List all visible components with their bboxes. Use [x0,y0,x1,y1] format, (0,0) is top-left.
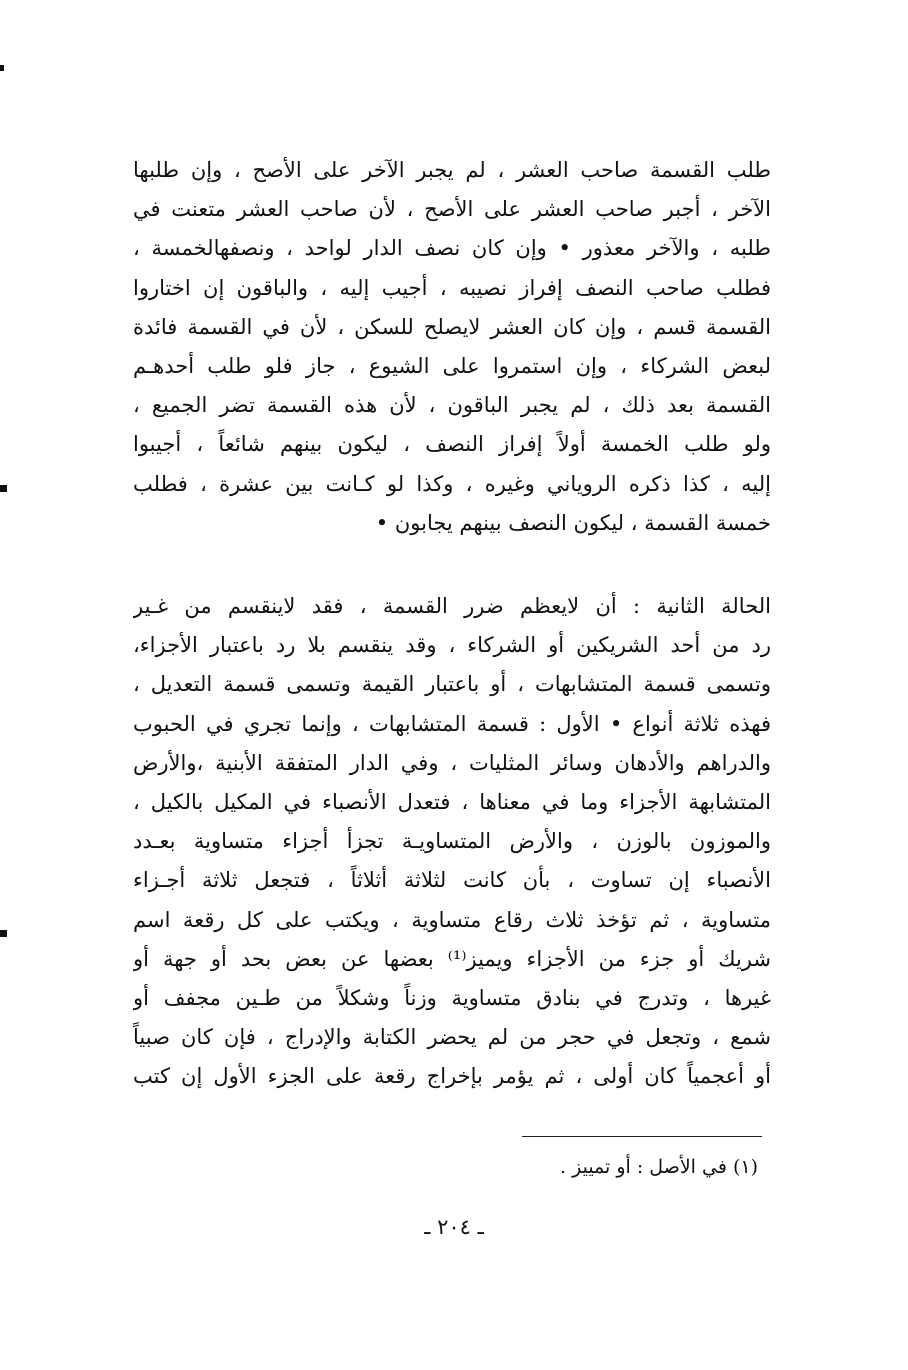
text-line: لبعض الشركاء ، وإن استمروا على الشيوع ، جاز فلو طلب أحدهـم [133,353,771,378]
text-line: الحالة الثانية : أن لايعظم ضرر القسمة ، فقد لاينقسم من غـير [133,594,771,618]
text-line: شمع ، وتجعل في حجر من لم يحضر الكتابة والإدراج ، فإن كان صبياً [133,1025,771,1050]
text-line: شريك أو جزء من الأجزاء ويميز⁽¹⁾ بعضها عن بعض بحد أو جهة أو [133,946,771,971]
text-line: طلبه ، والآخر معذور • وإن كان نصف الدار لواحد ، ونصفهالخمسة ، [133,236,771,261]
text-line: والموزون بالوزن ، والأرض المتساويـة تجزأ أجزاء متساوية بعـدد [133,829,771,854]
paragraph-second [133,587,771,1096]
text-line: القسمة بعد ذلك ، لم يجبر الباقون ، لأن هذه القسمة تضر الجميع ، [133,393,771,418]
text-line: ولو طلب الخمسة أولاً إفراز النصف ، ليكون بينهم شائعاً ، أجيبوا [133,432,771,457]
scan-edge-mark [0,485,7,492]
footnote-separator [522,1136,762,1137]
text-line: أو أعجمياً كان أولى ، ثم يؤمر بإخراج رقعة على الجزء الأول إن كتب [133,1064,771,1089]
text-line: خمسة القسمة ، ليكون النصف بينهم يجابون • [375,510,771,535]
text-line: المتشابهة الأجزاء وما في معناها ، فتعدل الأنصباء في المكيل بالكيل ، [133,789,771,814]
text-line: إليه ، كذا ذكره الروياني وغيره ، وكذا لو كـانت بين عشرة ، فطلب [133,471,771,496]
footnote: (١) في الأصل : أو تمييز . [560,1156,758,1178]
text-line: والدراهم والأدهان وسائر المثليات ، وفي الدار المتفقة الأبنية ،والأرض [133,750,771,775]
text-line: القسمة قسم ، وإن كان العشر لايصلح للسكن ، لأن في القسمة فائدة [133,314,771,339]
text-line: غيرها ، وتدرج في بنادق متساوية وزناً وشكلاً من طـين مجفف أو [133,985,771,1010]
text-line: طلب القسمة صاحب العشر ، لم يجبر الآخر على الأصح ، وإن طلبها [133,158,771,182]
text-line: رد من أحد الشريكين أو الشركاء ، وقد ينقسم بلا رد باعتبار الأجزاء، [133,633,771,658]
page-number: ـ ٢٠٤ ـ [424,1215,484,1239]
text-line: وتسمى قسمة المتشابهات ، أو باعتبار القيمة وتسمى قسمة التعديل ، [133,672,771,697]
text-line: الآخر ، أجبر صاحب العشر على الأصح ، لأن صاحب العشر متعنت في [133,197,771,222]
text-line: الأنصباء إن تساوت ، بأن كانت لثلاثة أثلاثاً ، فتجعل ثلاثة أجـزاء [133,868,771,893]
text-line: متساوية ، ثم تؤخذ ثلاث رقاع متساوية ، ويكتب على كل رقعة اسم [133,907,771,932]
paragraph-first [133,151,771,543]
scan-edge-mark [0,65,4,71]
text-line: فطلب صاحب النصف إفراز نصيبه ، أجيب إليه ، والباقون إن اختاروا [133,275,771,300]
scan-edge-mark [0,930,7,937]
text-line: فهذه ثلاثة أنواع • الأول : قسمة المتشابهات ، وإنما تجري في الحبوب [133,711,771,736]
